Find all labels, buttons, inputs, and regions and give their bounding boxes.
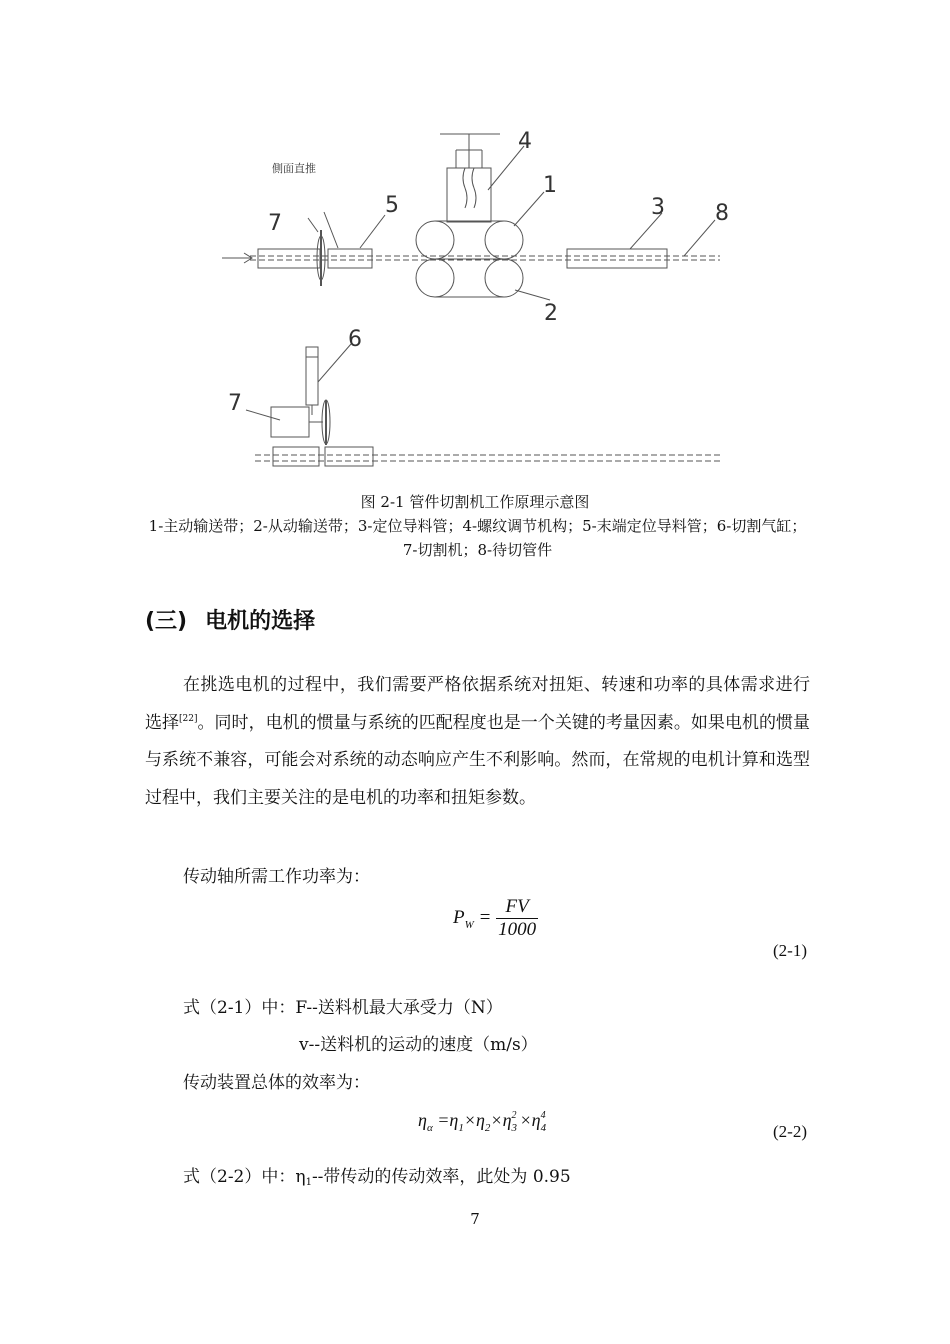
formula-denominator: 1000 — [498, 919, 537, 940]
guide-tube-3 — [567, 249, 667, 268]
drive-roller-right — [485, 221, 523, 259]
formula-lhs-sub: W — [464, 918, 474, 931]
formula1-note-v: v--送料机的运动的速度（m/s） — [299, 1035, 538, 1055]
section-number: (三) — [145, 609, 188, 634]
eta-sub-3: 3 — [511, 1122, 517, 1134]
efficiency-intro: 传动装置总体的效率为： — [183, 1073, 370, 1093]
label-8: 8 — [715, 201, 729, 226]
screw-adjust-mechanism — [440, 134, 500, 222]
times-1: × — [463, 1110, 476, 1130]
eta-sub-a: α — [426, 1122, 433, 1134]
eta-4-power: 4 — [540, 1110, 546, 1121]
times-2: × — [490, 1110, 503, 1130]
formula2-note-sub: 1 — [305, 1177, 312, 1188]
cutter-schematic-figure — [210, 120, 740, 480]
body-paragraph — [145, 667, 810, 817]
eta-sub-4: 4 — [540, 1122, 547, 1134]
formula1-note-f: 式（2-1）中：F--送料机最大承受力（N） — [183, 998, 503, 1018]
label-2: 2 — [544, 301, 558, 326]
equation-number-2-1: (2-1) — [773, 941, 807, 960]
eta-2: η — [475, 1110, 485, 1130]
formula2-note-prefix: 式（2-2）中：η — [183, 1167, 306, 1187]
label-3: 3 — [651, 195, 665, 220]
formula-2-1 — [453, 896, 538, 941]
section-heading — [145, 604, 315, 635]
feed-arrow — [222, 253, 252, 263]
formula-lhs: P — [453, 906, 465, 928]
label-5: 5 — [385, 193, 399, 218]
formula-fraction — [496, 896, 538, 941]
eta-sub-2: 2 — [484, 1122, 491, 1134]
driven-roller-left — [416, 259, 454, 297]
power-intro: 传动轴所需工作功率为： — [183, 867, 370, 887]
end-guide-tube-5 — [328, 249, 372, 268]
page-number: 7 — [470, 1210, 480, 1228]
label-6: 6 — [348, 327, 362, 352]
eta-sub-1: 1 — [458, 1122, 464, 1134]
equation-number-2-2: (2-2) — [773, 1122, 807, 1141]
formula-numerator: FV — [496, 896, 538, 919]
eta-1: η — [449, 1110, 459, 1130]
figure-legend: 1-主动输送带；2-从动输送带；3-定位导料管；4-螺纹调节机构；5-末端定位导料管；6-切割气缸；7-切割机；8-待切管件 — [148, 517, 807, 559]
citation: [22] — [179, 713, 198, 724]
eta-symbol: η — [418, 1110, 427, 1130]
figure-caption: 图 2-1 管件切割机工作原理示意图 — [360, 493, 590, 511]
cutter-body-7 — [258, 249, 320, 268]
cutter-7-side — [271, 407, 309, 437]
eta-3-power: 2 — [511, 1110, 517, 1121]
driven-roller-right — [485, 259, 523, 297]
formula2-eq: = — [432, 1110, 450, 1130]
formula2-note-text: --带传动的传动效率，此处为 0.95 — [311, 1167, 571, 1187]
side-push-label: 側面直推 — [272, 162, 316, 175]
paragraph-text-a: 在挑选电机的过程中，我们需要严格依据系统对扭矩、转速和功率的具体需求进行选择 — [145, 675, 810, 733]
cutting-cylinder-6 — [306, 347, 318, 405]
label-7-top: 7 — [268, 211, 282, 236]
formula-2-2 — [418, 1110, 549, 1134]
drive-roller-left — [416, 221, 454, 259]
formula-eq: = — [473, 906, 492, 928]
eta-3: η — [502, 1110, 512, 1130]
times-3: × — [519, 1110, 532, 1130]
label-4: 4 — [518, 129, 532, 154]
label-1: 1 — [543, 173, 557, 198]
formula2-note — [183, 1162, 571, 1188]
label-7-bottom: 7 — [228, 391, 242, 416]
paragraph-text-b: 。同时，电机的惯量与系统的匹配程度也是一个关键的考量因素。如果电机的惯量与系统不兼容，可能会对系统的动态响应产生不利影响。然而，在常规的电机计算和选型过程中，我们主要关注的是电机的功率和扭矩参数。 — [145, 712, 811, 808]
eta-4: η — [531, 1110, 541, 1130]
section-title: 电机的选择 — [205, 609, 316, 634]
